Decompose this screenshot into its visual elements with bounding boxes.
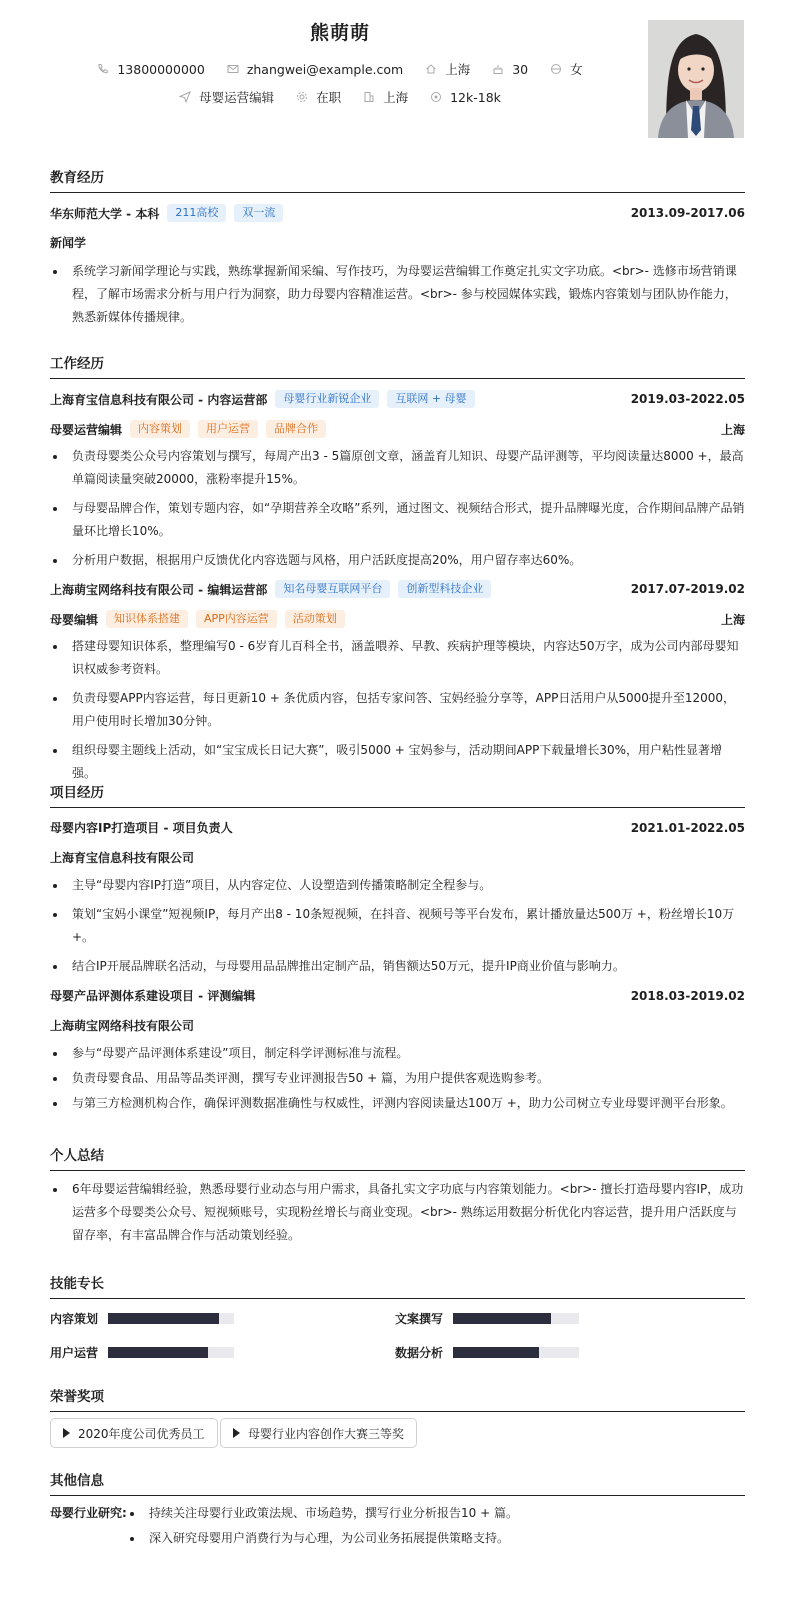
- email-text: zhangwei@example.com: [246, 61, 404, 77]
- role-tag: 用户运营: [198, 420, 258, 438]
- list-item: 负责母婴类公众号内容策划与撰写，每周产出3 - 5篇原创文章，涵盖育儿知识、母婴产品评测等，平均阅读量达8000 +，最高单篇阅读量突破20000，涨粉率提升15%。: [50, 445, 745, 491]
- skill-item: [395, 1344, 579, 1361]
- company-tag: 母婴行业新锐企业: [275, 390, 379, 408]
- education-section: [50, 166, 745, 326]
- role-name: 母婴编辑: [50, 612, 99, 627]
- job-item: [179, 88, 274, 106]
- company-line: [50, 390, 475, 408]
- home-icon: [425, 63, 437, 75]
- project-date: 2021.01-2022.05: [630, 820, 745, 835]
- honors-list: [50, 1418, 745, 1450]
- profile-photo: [648, 20, 744, 138]
- honor-badge: [50, 1418, 218, 1448]
- resume-header: [0, 0, 794, 150]
- email-icon: [227, 63, 239, 75]
- gender-icon: [550, 63, 562, 75]
- job-date: 2019.03-2022.05: [630, 392, 745, 406]
- skills-section: [50, 1272, 745, 1372]
- role-tag: 知识体系搭建: [106, 610, 188, 628]
- status-text: 在职: [316, 90, 342, 105]
- skill-name: 数据分析: [395, 1346, 444, 1360]
- list-item: 负责母婴APP内容运营，每日更新10 + 条优质内容，包括专家问答、宝妈经验分享等，APP日活用户从5000提升至12000，用户使用时长增加30分钟。: [50, 687, 745, 733]
- project-name: 母婴内容IP打造项目 - 项目负责人: [50, 821, 233, 835]
- job-location: 上海: [720, 612, 745, 627]
- school-name: 华东师范大学 - 本科: [50, 206, 160, 221]
- company-name: 上海育宝信息科技有限公司 - 内容运营部: [50, 392, 268, 407]
- skill-bar-fill: [453, 1313, 551, 1324]
- education-date: 2013.09-2017.06: [630, 206, 745, 220]
- project-date: 2018.03-2019.02: [630, 988, 745, 1003]
- coin-icon: [430, 91, 442, 103]
- gender-item: [550, 60, 583, 78]
- section-title: 个人总结: [50, 1144, 745, 1171]
- gear-icon: [296, 91, 308, 103]
- work-section: [50, 352, 745, 780]
- phone-icon: [97, 63, 109, 75]
- section-title: 荣誉奖项: [50, 1385, 745, 1412]
- list-item: 系统学习新闻学理论与实践，熟练掌握新闻采编、写作技巧，为母婴运营编辑工作奠定扎实文字功底。<br>- 选修市场营销课程，了解市场需求分析与用户行为洞察，助力母婴内容精准运营。<br>- 参与校园媒体实践，锻炼内容策划与团队协作能力，熟悉新媒体传播规律。: [50, 260, 745, 329]
- skill-name: 用户运营: [50, 1346, 99, 1360]
- project-header-row: [50, 819, 745, 836]
- project-header-row: [50, 987, 745, 1004]
- skill-bar-fill: [108, 1347, 208, 1358]
- section-title: 项目经历: [50, 781, 745, 808]
- city-text: 上海: [445, 62, 471, 77]
- summary-section: [50, 1144, 745, 1254]
- job-location: 上海: [720, 422, 745, 437]
- list-item: 与第三方检测机构合作，确保评测数据准确性与权威性，评测内容阅读量达100万 +，助力公司树立专业母婴评测平台形象。: [50, 1092, 745, 1115]
- skill-bar-fill: [108, 1313, 219, 1324]
- section-title: 教育经历: [50, 166, 745, 193]
- honor-text: 2020年度公司优秀员工: [78, 1426, 205, 1441]
- email-item: [227, 62, 403, 77]
- phone-item: [97, 62, 204, 77]
- cake-icon: [492, 63, 504, 75]
- skill-bar-fill: [453, 1347, 539, 1358]
- education-bullets: [50, 260, 745, 329]
- skill-item: [395, 1310, 579, 1327]
- status-item: [296, 88, 341, 106]
- summary-bullets: [50, 1178, 745, 1247]
- list-item: 策划“宝妈小课堂”短视频IP，每月产出8 - 10条短视频，在抖音、视频号等平台发布，累计播放量达500万 +，粉丝增长10万 +。: [50, 903, 745, 949]
- projects-section: [50, 781, 745, 1121]
- candidate-name: 熊萌萌: [309, 22, 370, 44]
- salary-item: [430, 90, 501, 105]
- gender-text: 女: [570, 62, 583, 77]
- project-name: 母婴产品评测体系建设项目 - 评测编辑: [50, 989, 256, 1003]
- job-row: [0, 88, 680, 106]
- role-line: [50, 420, 326, 438]
- portrait-image: [648, 20, 744, 138]
- job-role-row: [50, 420, 745, 438]
- list-item: 持续关注母婴行业政策法规、市场趋势，撰写行业分析报告10 + 篇。: [127, 1502, 745, 1525]
- list-item: 参与“母婴产品评测体系建设”项目，制定科学评测标准与流程。: [50, 1042, 745, 1065]
- section-title: 工作经历: [50, 352, 745, 379]
- skill-name: 内容策划: [50, 1312, 99, 1326]
- other-label: 母婴行业研究:: [50, 1506, 127, 1520]
- job-bullets: [50, 635, 745, 785]
- school-line: [50, 204, 283, 222]
- role-tag: 内容策划: [130, 420, 190, 438]
- job-text: 母婴运营编辑: [199, 90, 275, 105]
- job-date: 2017.07-2019.02: [630, 582, 745, 596]
- skill-item: [50, 1310, 234, 1327]
- other-bullets: [127, 1502, 745, 1550]
- job-company-row: [50, 390, 745, 408]
- skill-item: [50, 1344, 234, 1361]
- project-bullets: [50, 874, 745, 978]
- list-item: 分析用户数据，根据用户反馈优化内容选题与风格，用户活跃度提高20%，用户留存率达60%。: [50, 549, 745, 572]
- salary-text: 12k-18k: [450, 89, 501, 105]
- skill-bar: [108, 1313, 234, 1324]
- project-company: 上海育宝信息科技有限公司: [50, 851, 195, 865]
- building-icon: [363, 91, 375, 103]
- skill-bar: [108, 1347, 234, 1358]
- job-bullets: [50, 445, 745, 572]
- section-title: 技能专长: [50, 1272, 745, 1299]
- skill-bar: [453, 1313, 579, 1324]
- honor-badge: [220, 1418, 417, 1448]
- city-item: [425, 60, 470, 78]
- role-tag: 品牌合作: [266, 420, 326, 438]
- section-title: 其他信息: [50, 1469, 745, 1496]
- role-line: [50, 610, 345, 628]
- play-icon: [233, 1428, 240, 1438]
- list-item: 结合IP开展品牌联名活动，与母婴用品品牌推出定制产品，销售额达50万元，提升IP商业价值与影响力。: [50, 955, 745, 978]
- project-company: 上海萌宝网络科技有限公司: [50, 1019, 195, 1033]
- age-text: 30: [512, 61, 529, 77]
- phone-text: 13800000000: [117, 61, 205, 77]
- target-city-text: 上海: [383, 90, 409, 105]
- school-tag: 双一流: [234, 204, 283, 222]
- skill-bar: [453, 1347, 579, 1358]
- list-item: 搭建母婴知识体系，整理编写0 - 6岁育儿百科全书，涵盖喂养、早教、疾病护理等模块，内容达50万字，成为公司内部母婴知识权威参考资料。: [50, 635, 745, 681]
- school-tag: 211高校: [167, 204, 226, 222]
- play-icon: [63, 1428, 70, 1438]
- company-tag: 创新型科技企业: [398, 580, 491, 598]
- contact-row: [0, 60, 680, 78]
- send-icon: [179, 91, 191, 103]
- job-company-row: [50, 580, 745, 598]
- honor-text: 母婴行业内容创作大赛三等奖: [248, 1426, 405, 1441]
- list-item: 负责母婴食品、用品等品类评测，撰写专业评测报告50 + 篇，为用户提供客观选购参考。: [50, 1067, 745, 1090]
- age-item: [492, 62, 528, 77]
- other-section: [50, 1469, 745, 1569]
- education-header-row: [50, 204, 745, 222]
- target-city-item: [363, 88, 408, 106]
- company-tag: 互联网 + 母婴: [387, 390, 474, 408]
- list-item: 主导“母婴内容IP打造”项目，从内容定位、人设塑造到传播策略制定全程参与。: [50, 874, 745, 897]
- list-item: 与母婴品牌合作，策划专题内容，如“孕期营养全攻略”系列，通过图文、视频结合形式，提升品牌曝光度，合作期间品牌产品销量环比增长10%。: [50, 497, 745, 543]
- company-line: [50, 580, 491, 598]
- major: 新闻学: [50, 236, 87, 250]
- honors-section: [50, 1385, 745, 1465]
- list-item: 组织母婴主题线上活动，如“宝宝成长日记大赛”，吸引5000 + 宝妈参与，活动期间APP下载量增长30%，用户粘性显著增强。: [50, 739, 745, 785]
- role-name: 母婴运营编辑: [50, 422, 123, 437]
- company-name: 上海萌宝网络科技有限公司 - 编辑运营部: [50, 582, 268, 597]
- list-item: 深入研究母婴用户消费行为与心理，为公司业务拓展提供策略支持。: [127, 1527, 745, 1550]
- project-bullets: [50, 1042, 745, 1115]
- list-item: 6年母婴运营编辑经验，熟悉母婴行业动态与用户需求，具备扎实文字功底与内容策划能力。<br>- 擅长打造母婴内容IP，成功运营多个母婴类公众号、短视频账号，实现粉丝增长与商业变现。<br>- 熟练运用数据分析优化内容运营，提升用户活跃度与留存率，有丰富品牌合作与活动策划经验。: [50, 1178, 745, 1247]
- role-tag: APP内容运营: [196, 610, 277, 628]
- role-tag: 活动策划: [285, 610, 345, 628]
- skill-name: 文案撰写: [395, 1312, 444, 1326]
- company-tag: 知名母婴互联网平台: [275, 580, 390, 598]
- job-role-row: [50, 610, 745, 628]
